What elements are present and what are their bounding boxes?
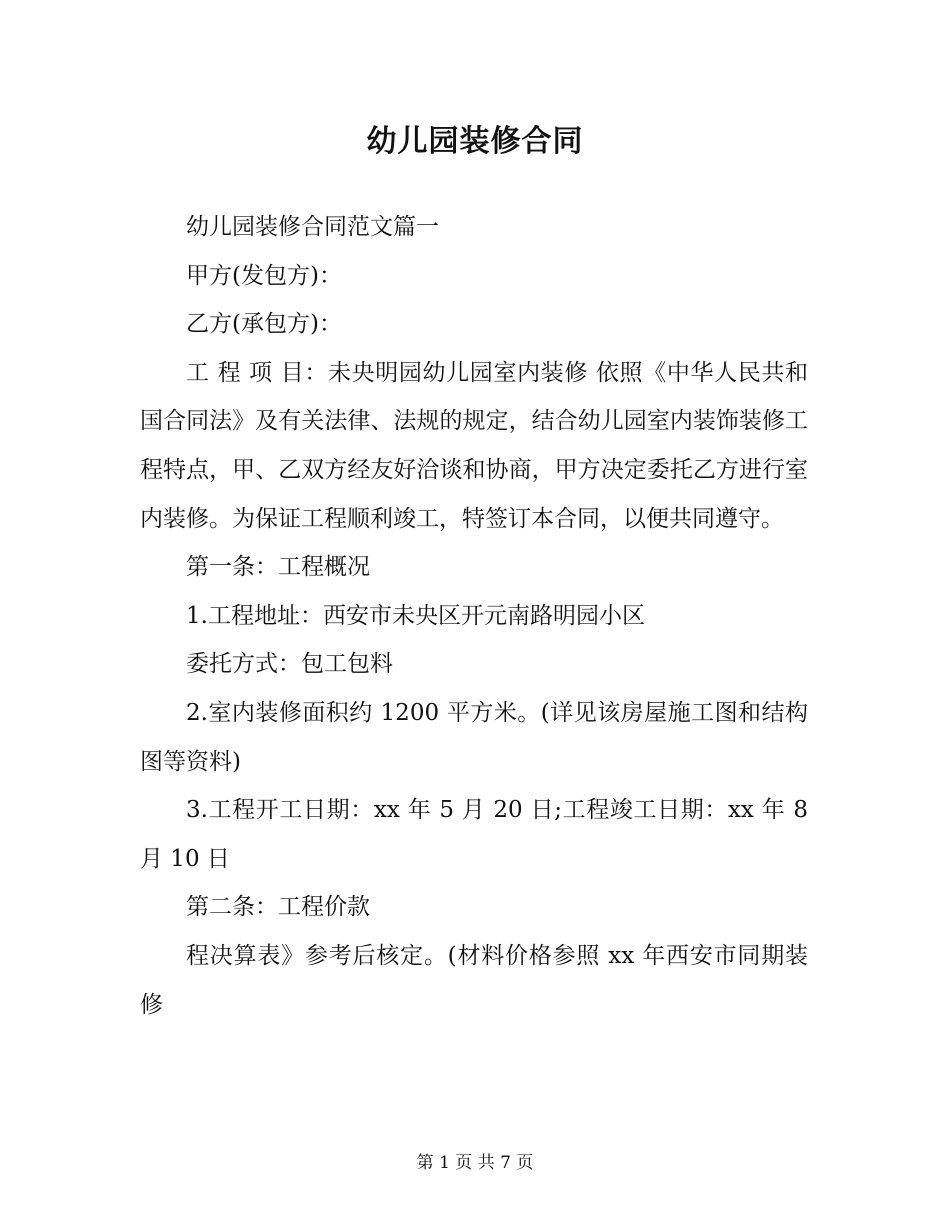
article-2-heading: 第二条：工程价款 bbox=[186, 894, 370, 921]
commission-method: 委托方式：包工包料 bbox=[186, 651, 393, 678]
document-body bbox=[140, 203, 808, 1029]
project-address: 1.工程地址：西安市未央区开元南路明园小区 bbox=[186, 602, 645, 629]
decoration-area: 2.室内装修面积约 1200 平方米。(详见该房屋施工图和结构图等资料) bbox=[140, 699, 808, 775]
party-b-line: 乙方(承包方)： bbox=[186, 311, 342, 338]
project-paragraph: 工 程 项 目：未央明园幼儿园室内装修 依照《中华人民共和国合同法》及有关法律、法规的规定，结合幼儿园室内装饰装修工程特点，甲、乙双方经友好洽谈和协商，甲方决定委托乙方进行室内装修。为保证工程顺利竣工，特签订本合同，以便共同遵守。 bbox=[140, 359, 808, 532]
article-1-heading: 第一条：工程概况 bbox=[186, 554, 370, 581]
project-dates: 3.工程开工日期：xx 年 5 月 20 日;工程竣工日期：xx 年 8 月 10 日 bbox=[140, 797, 808, 872]
party-a-line: 甲方(发包方)： bbox=[186, 262, 342, 289]
document-title: 幼儿园装修合同 bbox=[366, 124, 584, 160]
paragraph-heading: 幼儿园装修合同范文篇一 bbox=[186, 214, 439, 240]
page-footer: 第 1 页 共 7 页 bbox=[416, 1153, 534, 1173]
price-paragraph: 程决算表》参考后核定。(材料价格参照 xx 年西安市同期装修 bbox=[140, 942, 808, 1018]
